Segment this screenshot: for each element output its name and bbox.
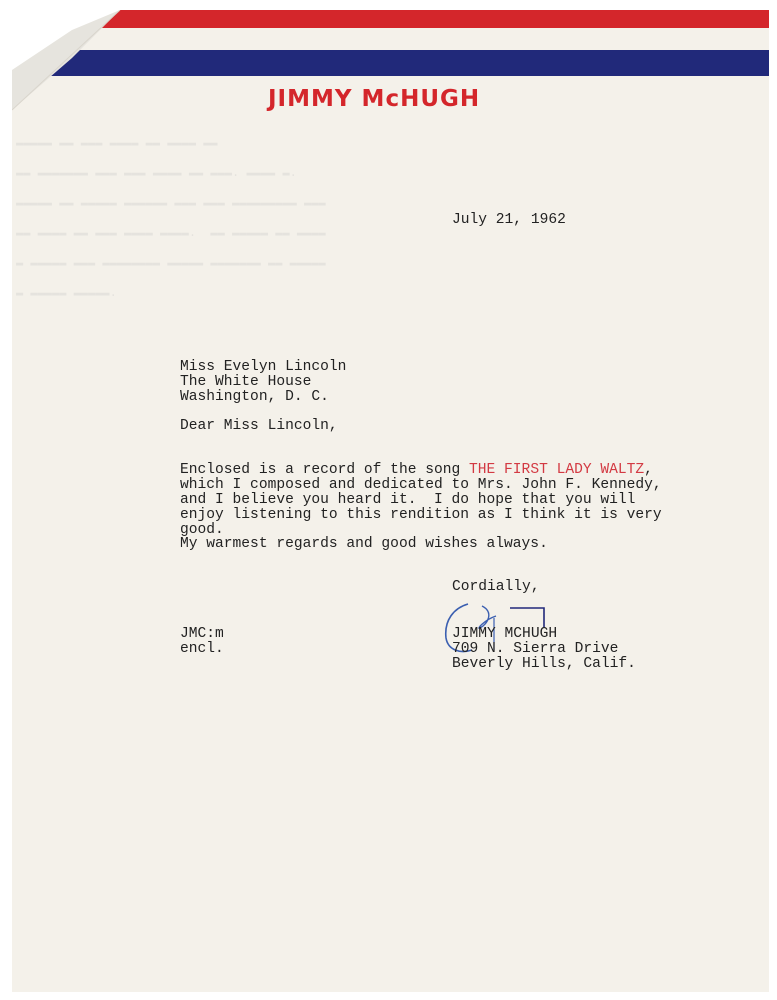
closing-line: My warmest regards and good wishes always. (180, 536, 548, 552)
body-line: which I composed and dedicated to Mrs. John F. Kennedy, (180, 477, 662, 493)
letter-page (12, 10, 769, 992)
letter-date: July 21, 1962 (452, 212, 566, 228)
signer-name: JIMMY MCHUGH (452, 626, 558, 642)
folded-corner (12, 10, 132, 120)
recipient-line: Miss Evelyn Lincoln (180, 359, 347, 375)
recipient-line: Washington, D. C. (180, 389, 329, 405)
recipient-line: The White House (180, 374, 312, 390)
signer-address: 709 N. Sierra Drive (452, 641, 619, 657)
body-text: , (644, 462, 653, 478)
body-line: enjoy listening to this rendition as I think it is very (180, 507, 662, 523)
letterhead-red-stripe (42, 10, 769, 28)
body-line: and I believe you heard it. I do hope that you will (180, 492, 636, 508)
salutation: Dear Miss Lincoln, (180, 418, 338, 434)
enclosure-notation: encl. (180, 641, 224, 657)
typist-initials: JMC:m (180, 626, 224, 642)
letterhead-name: JIMMY McHUGH (268, 86, 481, 112)
show-through-marks: ▬▬▬▬▬ ▬▬ ▬▬▬ ▬▬▬▬ ▬▬ ▬▬▬▬ ▬▬ ▬▬ ▬▬▬▬▬▬▬ ▬▬▬ ▬▬▬ ▬▬▬▬ ▬▬ ▬▬▬. ▬▬▬▬ ▬. ▬▬▬▬▬ ▬▬ ▬▬▬▬▬ ▬▬▬▬▬▬ ▬▬▬ ▬▬▬ ▬▬▬▬▬▬▬▬▬ ▬▬▬ ▬▬ ▬▬▬▬ ▬▬ ▬▬▬ ▬▬▬▬ ▬▬▬▬. ▬▬ ▬▬▬▬▬ ▬▬ ▬▬▬▬ ▬ ▬▬▬▬▬ ▬▬▬ ▬▬▬▬▬▬▬▬ ▬▬▬▬▬ ▬▬▬▬▬▬▬ ▬▬ ▬▬▬▬▬ ▬ ▬▬▬▬▬ ▬▬▬▬▬. (16, 136, 326, 300)
complimentary-close: Cordially, (452, 579, 540, 595)
song-title: THE FIRST LADY WALTZ (469, 462, 645, 478)
signer-address: Beverly Hills, Calif. (452, 656, 636, 672)
body-line: good. (180, 522, 224, 538)
body-text: Enclosed is a record of the song (180, 462, 470, 478)
